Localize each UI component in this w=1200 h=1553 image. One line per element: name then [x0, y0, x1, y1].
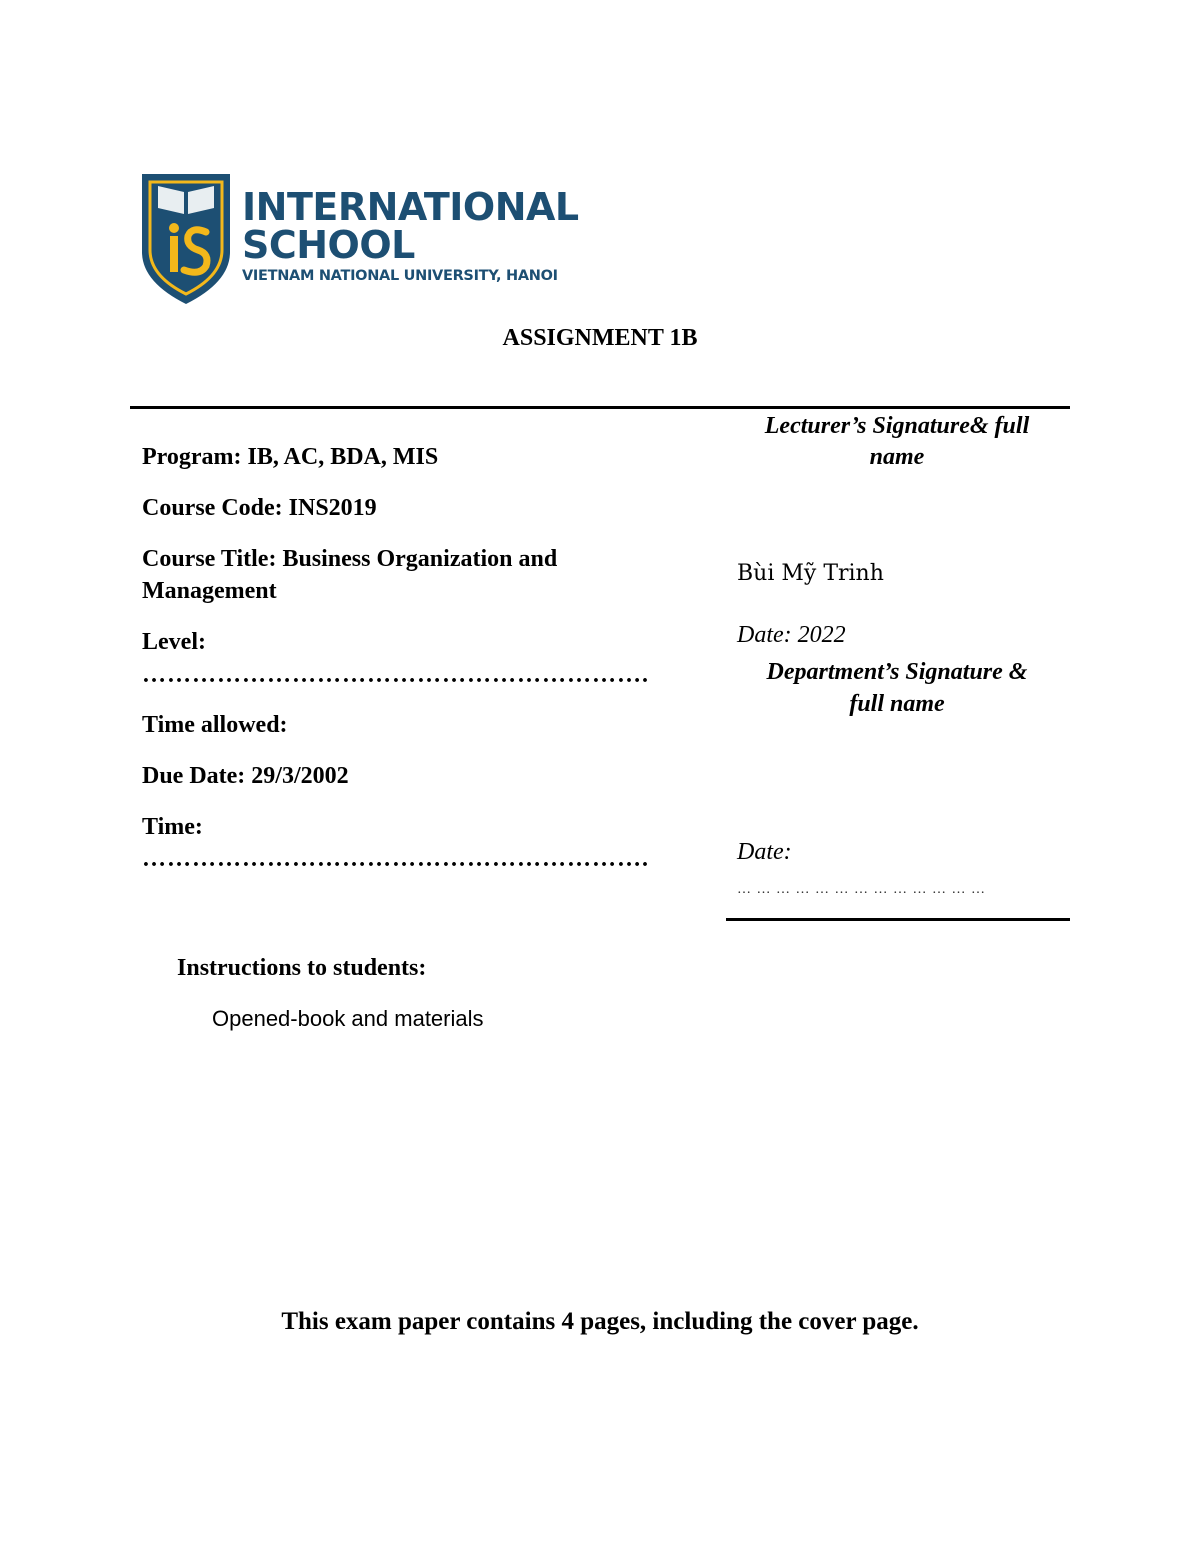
top-divider [130, 406, 1070, 409]
due-date-field: Due Date: 29/3/2002 [142, 763, 349, 789]
shield-icon [140, 170, 232, 306]
time-field: Time: [142, 814, 203, 840]
lecturer-date: Date: 2022 [737, 622, 846, 648]
instructions-body: Opened-book and materials [212, 1006, 484, 1031]
page-title: ASSIGNMENT 1B [502, 325, 698, 351]
course-code-field: Course Code: INS2019 [142, 495, 377, 521]
instructions-heading: Instructions to students: [177, 955, 427, 981]
level-field: Level: [142, 629, 206, 655]
level-dotted-line: ……………………………………………………. [142, 662, 649, 688]
lecturer-signature-heading-line1: Lecturer’s Signature& full [764, 413, 1030, 439]
course-title-field-line1: Course Title: Business Organization and [142, 546, 558, 572]
department-date: Date: [737, 839, 792, 865]
school-logo [140, 170, 579, 306]
department-signature-heading-line1: Department’s Signature & [766, 659, 1028, 685]
course-title-field-line2: Management [142, 578, 277, 604]
page-count-note: This exam paper contains 4 pages, including the cover page. [281, 1308, 919, 1335]
department-date-dotted-line: … … … … … … … … … … … … … [737, 882, 986, 897]
lecturer-name: Bùi Mỹ Trinh [737, 561, 884, 586]
lecturer-signature-heading-line2: name [869, 444, 925, 470]
logo-line-university: VIETNAM NATIONAL UNIVERSITY, HANOI [242, 268, 558, 284]
time-allowed-field: Time allowed: [142, 712, 288, 738]
department-signature-heading-line2: full name [849, 691, 945, 717]
right-column-divider [726, 918, 1070, 921]
logo-line-school: SCHOOL [242, 223, 415, 267]
program-field: Program: IB, AC, BDA, MIS [142, 444, 439, 470]
logo-line-international: INTERNATIONAL [242, 185, 579, 229]
time-dotted-line: ……………………………………………………. [142, 846, 649, 872]
